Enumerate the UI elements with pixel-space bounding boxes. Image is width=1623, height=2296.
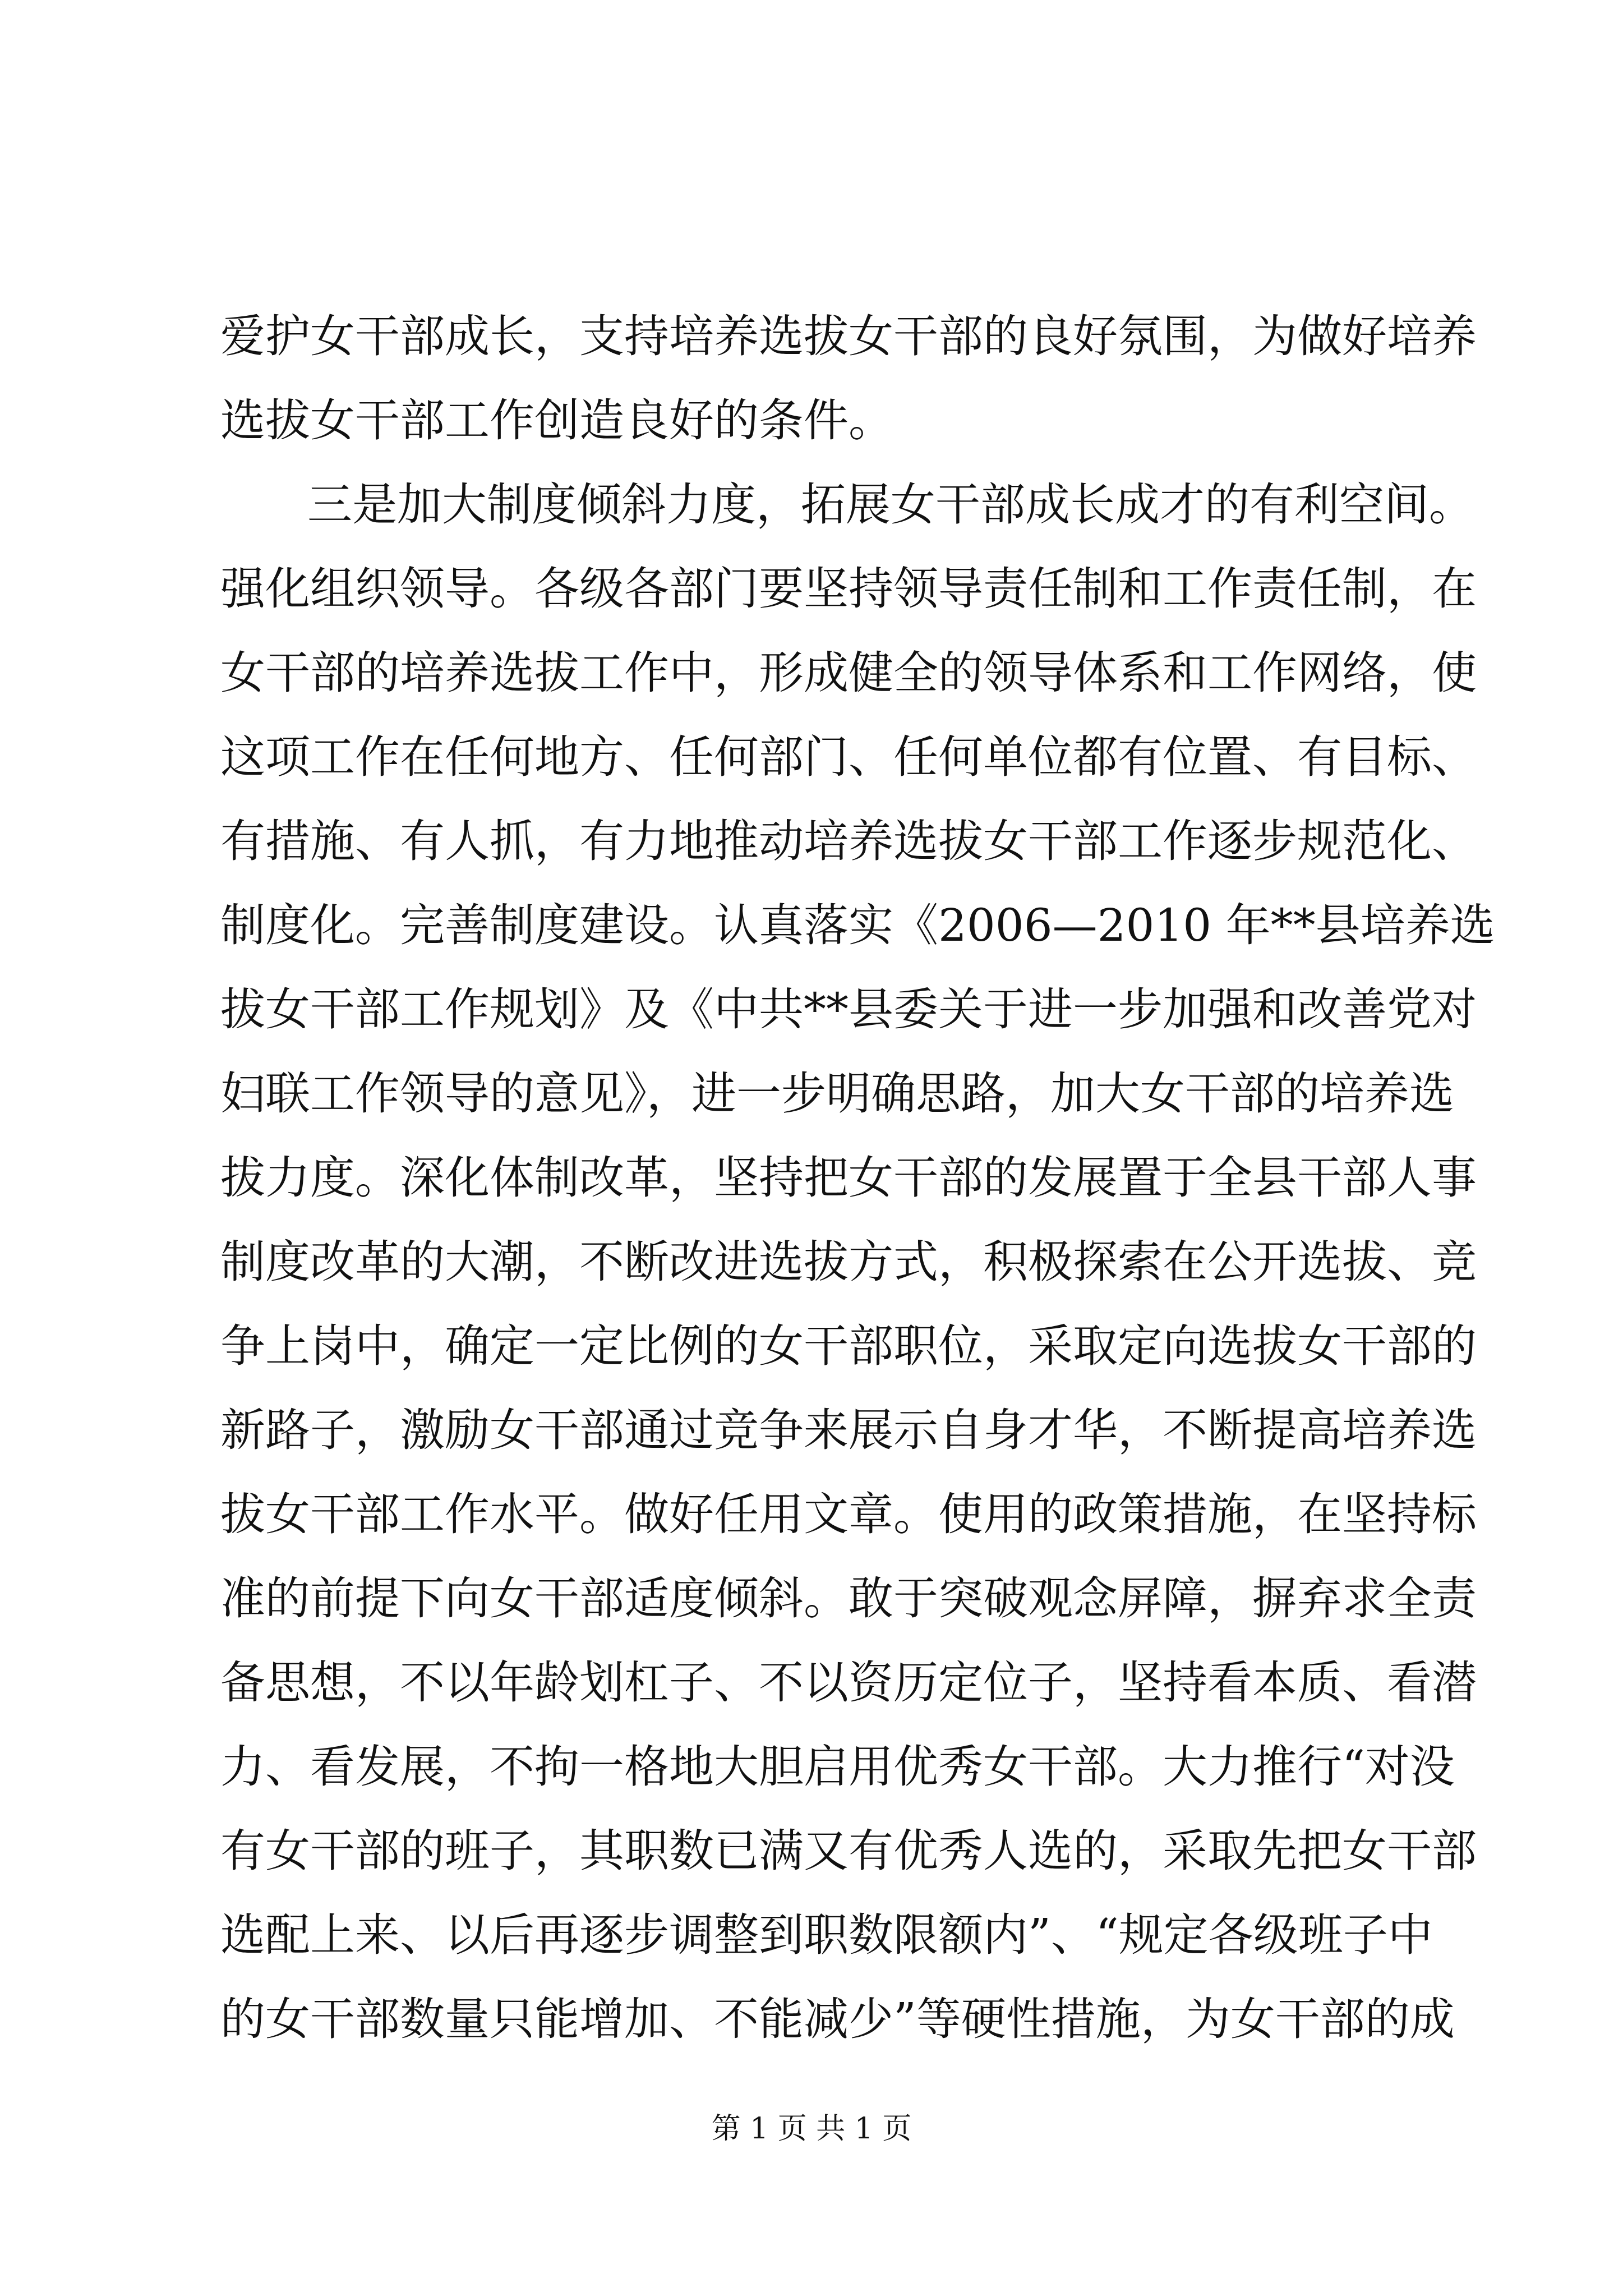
text-line: 选拔女干部工作创造良好的条件。 — [220, 394, 893, 447]
text-line: 争上岗中，确定一定比例的女干部职位，采取定向选拔女干部的 — [220, 1320, 1477, 1372]
text-line: 拔女干部工作水平。做好任用文章。使用的政策措施，在坚持标 — [220, 1488, 1477, 1540]
text-line: 备思想，不以年龄划杠子、不以资历定位子，坚持看本质、看潜 — [220, 1657, 1477, 1709]
text-line: 制度改革的大潮，不断改进选拔方式，积极探索在公开选拔、竞 — [220, 1236, 1477, 1288]
text-line: 这项工作在任何地方、任何部门、任何单位都有位置、有目标、 — [220, 731, 1477, 783]
paragraph-heading-line: 三是加大制度倾斜力度，拓展女干部成长成才的有利空间。 — [307, 478, 1474, 531]
text-line: 有措施、有人抓，有力地推动培养选拔女干部工作逐步规范化、 — [220, 815, 1477, 867]
text-line: 的女干部数量只能增加、不能减少”等硬性措施，为女干部的成 — [220, 1993, 1455, 2045]
text-line: 爱护女干部成长，支持培养选拔女干部的良好氛围，为做好培养 — [220, 310, 1477, 362]
text-line: 准的前提下向女干部适度倾斜。敢于突破观念屏障，摒弃求全责 — [220, 1572, 1477, 1625]
text-line: 妇联工作领导的意见》，进一步明确思路，加大女干部的培养选 — [220, 1068, 1454, 1120]
page-number-footer: 第 1 页 共 1 页 — [711, 2112, 912, 2146]
text-line: 力、看发展，不拘一格地大胆启用优秀女干部。大力推行“对没 — [220, 1741, 1455, 1793]
text-line: 新路子，激励女干部通过竞争来展示自身才华，不断提高培养选 — [220, 1404, 1477, 1456]
text-line: 拔女干部工作规划》及《中共**县委关于进一步加强和改善党对 — [220, 983, 1477, 1036]
text-line: 强化组织领导。各级各部门要坚持领导责任制和工作责任制，在 — [220, 563, 1477, 615]
text-line: 选配上来、以后再逐步调整到职数限额内”、“规定各级班子中 — [220, 1909, 1433, 1961]
text-line: 拔力度。深化体制改革，坚持把女干部的发展置于全县干部人事 — [220, 1152, 1477, 1204]
text-line: 制度化。完善制度建设。认真落实《2006—2010 年**县培养选 — [220, 899, 1495, 951]
text-line: 女干部的培养选拔工作中，形成健全的领导体系和工作网络，使 — [220, 647, 1477, 699]
text-line: 有女干部的班子，其职数已满又有优秀人选的，采取先把女干部 — [220, 1825, 1477, 1877]
